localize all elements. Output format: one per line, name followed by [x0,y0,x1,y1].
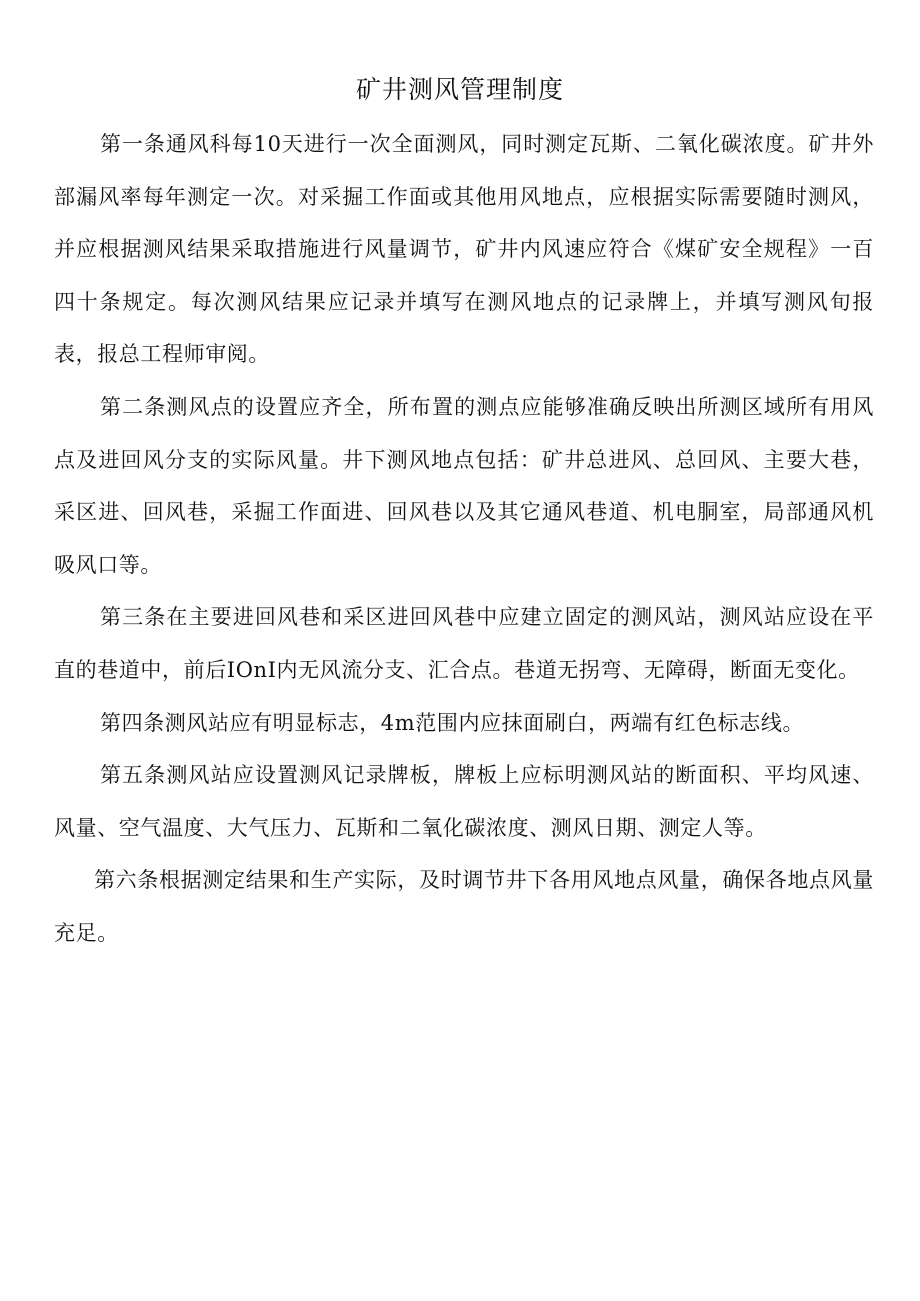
article-6-paragraph: 第六条根据测定结果和生产实际，及时调节井下各用风地点风量，确保各地点风量充足。 [54,868,874,945]
article-3-paragraph: 第三条在主要进回风巷和采区进回风巷中应建立固定的测风站，测风站应设在平直的巷道中，前后IOnI内无风流分支、汇合点。巷道无拐弯、无障碍，断面无变化。 [54,605,874,682]
article-2-paragraph: 第二条测风点的设置应齐全，所布置的测点应能够准确反映出所测区域所有用风点及进回风分支的实际风量。井下测风地点包括：矿井总进风、总回风、主要大巷，采区进、回风巷，采掘工作面进、回风巷以及其它通风巷道、机电胴室，局部通风机吸风口等。 [54,394,874,577]
article-4-paragraph: 第四条测风站应有明显标志，4m范围内应抹面刷白，两端有红色标志线。 [100,710,805,735]
document-title: 矿井测风管理制度 [355,75,564,104]
article-5-paragraph: 第五条测风站应设置测风记录牌板，牌板上应标明测风站的断面积、平均风速、风量、空气温度、大气压力、瓦斯和二氧化碳浓度、测风日期、测定人等。 [54,763,874,840]
article-1-paragraph: 第一条通风科每10天进行一次全面测风，同时测定瓦斯、二氧化碳浓度。矿井外部漏风率每年测定一次。对采掘工作面或其他用风地点，应根据实际需要随时测风，并应根据测风结果采取措施进行风量调节，矿井内风速应符合《煤矿安全规程》一百四十条规定。每次测风结果应记录并填写在测风地点的记录牌上，并填写测风旬报表，报总工程师审阅。 [54,132,874,367]
document-body [54,118,874,960]
